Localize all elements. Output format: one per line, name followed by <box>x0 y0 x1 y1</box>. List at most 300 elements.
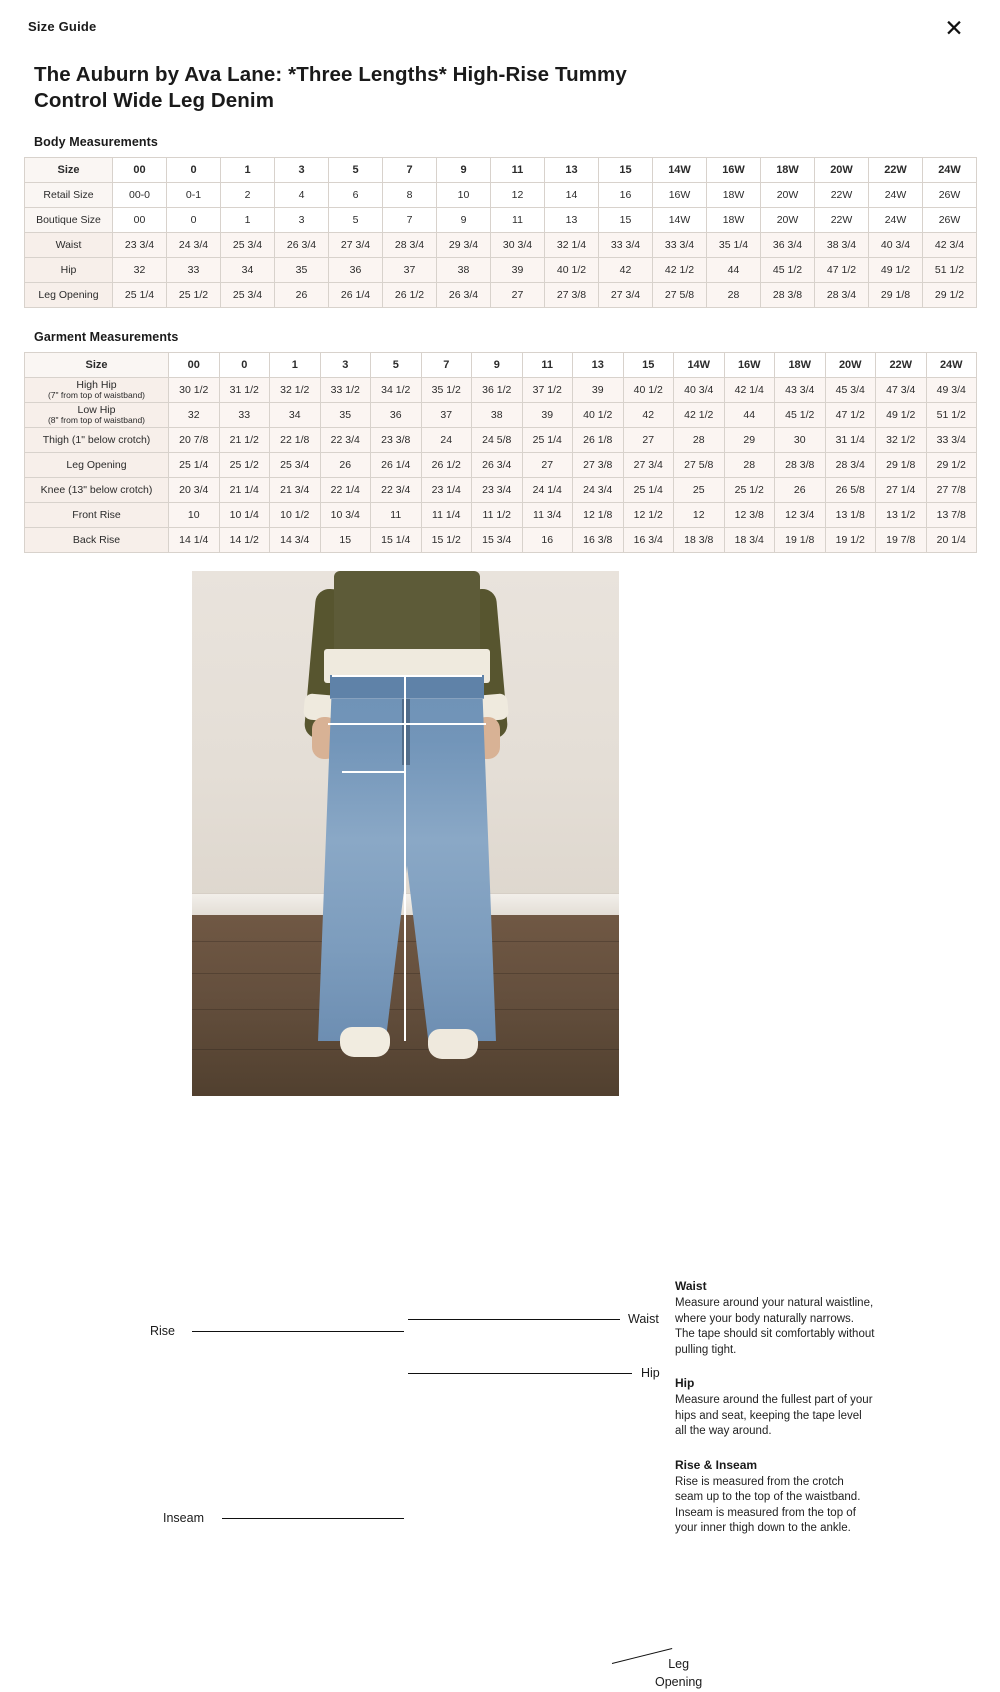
table-cell: 00 <box>113 208 167 233</box>
table-cell: 19 7/8 <box>876 528 927 553</box>
column-header: Size <box>25 353 169 378</box>
table-cell: 26 <box>320 453 371 478</box>
note-title: Rise & Inseam <box>675 1457 758 1472</box>
table-cell: 22W <box>815 183 869 208</box>
table-cell: 44 <box>707 258 761 283</box>
table-cell: 11 <box>371 503 422 528</box>
table-cell: 13 1/8 <box>825 503 876 528</box>
table-cell: 9 <box>437 208 491 233</box>
table-cell: 0-1 <box>167 183 221 208</box>
table-cell: 24 5/8 <box>472 428 523 453</box>
table-cell: 15 <box>320 528 371 553</box>
table-cell: 32 <box>113 258 167 283</box>
column-header: 18W <box>761 158 815 183</box>
table-cell: 26 5/8 <box>825 478 876 503</box>
table-cell: 30 3/4 <box>491 233 545 258</box>
table-cell: 19 1/2 <box>825 528 876 553</box>
table-cell: 42 1/4 <box>724 378 775 403</box>
table-cell: 10 1/4 <box>219 503 270 528</box>
row-label: Boutique Size <box>25 208 113 233</box>
column-header: 1 <box>270 353 321 378</box>
table-cell: 40 3/4 <box>869 233 923 258</box>
table-cell: 18W <box>707 183 761 208</box>
table-cell: 19 1/8 <box>775 528 826 553</box>
note-title: Hip <box>675 1376 695 1391</box>
table-cell: 31 1/2 <box>219 378 270 403</box>
table-cell: 14 3/4 <box>270 528 321 553</box>
table-cell: 49 3/4 <box>926 378 977 403</box>
leader-rise <box>192 1331 404 1332</box>
table-cell: 37 <box>421 403 472 428</box>
table-cell: 28 3/4 <box>815 283 869 308</box>
table-cell: 26 1/4 <box>329 283 383 308</box>
table-cell: 25 3/4 <box>270 453 321 478</box>
table-cell: 24 1/4 <box>522 478 573 503</box>
row-label <box>25 503 169 528</box>
label-waist: Waist <box>628 1312 659 1327</box>
table-row <box>25 378 977 403</box>
table-cell: 25 3/4 <box>221 283 275 308</box>
table-cell: 11 1/2 <box>472 503 523 528</box>
column-header: 24W <box>926 353 977 378</box>
table-cell: 27 3/8 <box>545 283 599 308</box>
garment-measurements-table <box>24 352 977 553</box>
column-header: 14W <box>653 158 707 183</box>
row-label-main: Leg Opening <box>66 459 127 472</box>
page-title: Size Guide <box>28 18 97 34</box>
column-header: 0 <box>167 158 221 183</box>
table-cell: 47 3/4 <box>876 378 927 403</box>
table-cell: 21 1/2 <box>219 428 270 453</box>
table-cell: 12 1/2 <box>623 503 674 528</box>
table-cell: 25 1/4 <box>522 428 573 453</box>
table-cell: 36 <box>371 403 422 428</box>
table-cell: 16 3/4 <box>623 528 674 553</box>
table-cell: 12 3/4 <box>775 503 826 528</box>
table-cell: 33 3/4 <box>599 233 653 258</box>
model-right-shoe <box>428 1029 478 1059</box>
label-rise: Rise <box>150 1324 176 1339</box>
table-cell: 23 3/8 <box>371 428 422 453</box>
table-cell: 14 1/4 <box>169 528 220 553</box>
table-cell: 30 <box>775 428 826 453</box>
table-cell: 24W <box>869 183 923 208</box>
column-header: 7 <box>421 353 472 378</box>
table-cell: 44 <box>724 403 775 428</box>
table-cell: 28 <box>707 283 761 308</box>
column-header: 3 <box>275 158 329 183</box>
table-row <box>25 208 977 233</box>
table-cell: 30 1/2 <box>169 378 220 403</box>
table-cell: 25 <box>674 478 725 503</box>
table-cell: 27 3/4 <box>623 453 674 478</box>
table-cell: 26 3/4 <box>472 453 523 478</box>
table-cell: 28 <box>674 428 725 453</box>
table-cell: 35 <box>275 258 329 283</box>
table-cell: 26 <box>775 478 826 503</box>
hip-guide-line <box>328 723 486 725</box>
table-cell: 29 1/2 <box>923 283 977 308</box>
body-measurements-table-wrap <box>0 157 1000 308</box>
column-header: 11 <box>522 353 573 378</box>
table-cell: 10 1/2 <box>270 503 321 528</box>
table-cell: 35 1/2 <box>421 378 472 403</box>
table-row <box>25 258 977 283</box>
table-cell: 27 3/8 <box>573 453 624 478</box>
table-cell: 20 3/4 <box>169 478 220 503</box>
table-cell: 32 1/2 <box>876 428 927 453</box>
table-cell: 20W <box>761 208 815 233</box>
label-inseam: Inseam <box>163 1511 204 1526</box>
table-header-row <box>25 158 977 183</box>
table-cell: 16W <box>653 183 707 208</box>
label-leg-opening <box>655 1655 702 1691</box>
row-label: Waist <box>25 233 113 258</box>
table-cell: 27 3/4 <box>329 233 383 258</box>
table-row <box>25 528 977 553</box>
table-cell: 40 1/2 <box>623 378 674 403</box>
table-cell: 13 7/8 <box>926 503 977 528</box>
row-label <box>25 478 169 503</box>
table-cell: 29 1/2 <box>926 453 977 478</box>
table-cell: 29 1/8 <box>876 453 927 478</box>
table-cell: 5 <box>329 208 383 233</box>
table-cell: 34 <box>221 258 275 283</box>
column-header: 9 <box>437 158 491 183</box>
table-cell: 26 <box>275 283 329 308</box>
table-cell: 22W <box>815 208 869 233</box>
garment-measurements-label: Garment Measurements <box>34 330 179 345</box>
column-header: 00 <box>113 158 167 183</box>
table-cell: 4 <box>275 183 329 208</box>
column-header: 00 <box>169 353 220 378</box>
table-cell: 25 1/2 <box>167 283 221 308</box>
table-row <box>25 183 977 208</box>
table-cell: 38 <box>472 403 523 428</box>
table-cell: 42 1/2 <box>674 403 725 428</box>
table-cell: 21 1/4 <box>219 478 270 503</box>
column-header: 16W <box>724 353 775 378</box>
body-measurements-label: Body Measurements <box>34 135 158 150</box>
waist-guide-line <box>332 675 482 677</box>
column-header: 20W <box>815 158 869 183</box>
table-cell: 25 1/4 <box>169 453 220 478</box>
table-cell: 23 3/4 <box>113 233 167 258</box>
table-cell: 27 <box>491 283 545 308</box>
note-waist <box>675 1279 875 1358</box>
table-cell: 12 3/8 <box>724 503 775 528</box>
body-measurements-table <box>24 157 977 308</box>
note-title: Waist <box>675 1279 707 1294</box>
table-cell: 45 1/2 <box>775 403 826 428</box>
table-cell: 27 7/8 <box>926 478 977 503</box>
table-cell: 00-0 <box>113 183 167 208</box>
column-header: 5 <box>329 158 383 183</box>
table-cell: 33 3/4 <box>926 428 977 453</box>
column-header: 3 <box>320 353 371 378</box>
table-cell: 24 <box>421 428 472 453</box>
table-cell: 20 7/8 <box>169 428 220 453</box>
table-cell: 10 <box>169 503 220 528</box>
table-cell: 23 1/4 <box>421 478 472 503</box>
table-cell: 39 <box>573 378 624 403</box>
table-cell: 15 3/4 <box>472 528 523 553</box>
table-cell: 42 <box>623 403 674 428</box>
row-label <box>25 528 169 553</box>
table-cell: 16 <box>599 183 653 208</box>
garment-measurements-table-wrap <box>0 352 1000 553</box>
note-body: Measure around the fullest part of your hips and seat, keeping the tape level all the way around. <box>675 1394 873 1438</box>
row-label-main: Back Rise <box>72 534 121 547</box>
row-label-main: Thigh (1" below crotch) <box>42 434 151 447</box>
measurement-diagram <box>0 571 1000 1690</box>
table-cell: 35 1/4 <box>707 233 761 258</box>
table-cell: 39 <box>522 403 573 428</box>
table-cell: 26 1/2 <box>421 453 472 478</box>
row-label-sub: (8" from top of waistband) <box>47 415 146 426</box>
table-cell: 15 <box>599 208 653 233</box>
label-leg-opening-line1: Leg <box>668 1657 690 1672</box>
table-cell: 2 <box>221 183 275 208</box>
leader-hip <box>408 1373 632 1374</box>
table-cell: 29 <box>724 428 775 453</box>
row-label-main: High Hip <box>76 379 117 392</box>
table-cell: 26W <box>923 183 977 208</box>
row-label <box>25 453 169 478</box>
table-cell: 28 3/8 <box>761 283 815 308</box>
column-header: Size <box>25 158 113 183</box>
table-cell: 25 1/4 <box>623 478 674 503</box>
table-cell: 15 1/4 <box>371 528 422 553</box>
table-cell: 35 <box>320 403 371 428</box>
table-cell: 21 3/4 <box>270 478 321 503</box>
table-cell: 51 1/2 <box>926 403 977 428</box>
table-cell: 33 <box>167 258 221 283</box>
table-cell: 27 5/8 <box>653 283 707 308</box>
label-leg-opening-line2: Opening <box>655 1675 703 1690</box>
measurement-notes <box>675 1279 875 1555</box>
table-cell: 27 1/4 <box>876 478 927 503</box>
table-row <box>25 478 977 503</box>
table-cell: 16 <box>522 528 573 553</box>
table-cell: 28 <box>724 453 775 478</box>
inseam-guide-line <box>404 771 406 1041</box>
table-cell: 3 <box>275 208 329 233</box>
column-header: 14W <box>674 353 725 378</box>
table-cell: 14 1/2 <box>219 528 270 553</box>
table-cell: 12 <box>674 503 725 528</box>
table-cell: 40 3/4 <box>674 378 725 403</box>
table-cell: 32 1/4 <box>545 233 599 258</box>
table-cell: 31 1/4 <box>825 428 876 453</box>
table-cell: 51 1/2 <box>923 258 977 283</box>
label-hip: Hip <box>641 1366 660 1381</box>
column-header: 16W <box>707 158 761 183</box>
row-label: Retail Size <box>25 183 113 208</box>
table-cell: 42 1/2 <box>653 258 707 283</box>
column-header: 13 <box>545 158 599 183</box>
model-waistband <box>330 675 484 699</box>
table-cell: 24 3/4 <box>167 233 221 258</box>
crotch-guide-line <box>342 771 406 773</box>
note-hip <box>675 1376 875 1440</box>
table-cell: 28 3/4 <box>825 453 876 478</box>
column-header: 22W <box>869 158 923 183</box>
table-cell: 36 3/4 <box>761 233 815 258</box>
table-cell: 18 3/8 <box>674 528 725 553</box>
column-header: 0 <box>219 353 270 378</box>
table-cell: 32 1/2 <box>270 378 321 403</box>
table-cell: 36 <box>329 258 383 283</box>
table-cell: 15 1/2 <box>421 528 472 553</box>
table-cell: 25 1/2 <box>219 453 270 478</box>
table-cell: 18W <box>707 208 761 233</box>
table-cell: 10 <box>437 183 491 208</box>
table-cell: 43 3/4 <box>775 378 826 403</box>
column-header: 5 <box>371 353 422 378</box>
row-label: Leg Opening <box>25 283 113 308</box>
table-cell: 8 <box>383 183 437 208</box>
column-header: 22W <box>876 353 927 378</box>
product-title: The Auburn by Ava Lane: *Three Lengths* High-Rise Tummy Control Wide Leg Denim <box>34 63 627 112</box>
model-photo <box>192 571 619 1096</box>
column-header: 20W <box>825 353 876 378</box>
table-cell: 36 1/2 <box>472 378 523 403</box>
column-header: 9 <box>472 353 523 378</box>
table-cell: 10 3/4 <box>320 503 371 528</box>
table-row <box>25 283 977 308</box>
table-cell: 26 1/8 <box>573 428 624 453</box>
leader-inseam <box>222 1518 404 1519</box>
row-label <box>25 428 169 453</box>
table-cell: 40 1/2 <box>573 403 624 428</box>
note-body: Rise is measured from the crotch seam up to the top of the waistband. Inseam is measured from the top of your inner thigh down to the ankle. <box>675 1475 861 1535</box>
table-row <box>25 503 977 528</box>
table-cell: 0 <box>167 208 221 233</box>
row-label <box>25 403 169 428</box>
column-header: 13 <box>573 353 624 378</box>
table-cell: 27 3/4 <box>599 283 653 308</box>
table-cell: 33 3/4 <box>653 233 707 258</box>
table-cell: 34 <box>270 403 321 428</box>
table-cell: 27 <box>623 428 674 453</box>
table-row <box>25 403 977 428</box>
table-cell: 49 1/2 <box>869 258 923 283</box>
table-cell: 22 1/8 <box>270 428 321 453</box>
table-cell: 27 5/8 <box>674 453 725 478</box>
table-cell: 39 <box>491 258 545 283</box>
table-cell: 20 1/4 <box>926 528 977 553</box>
note-body: Measure around your natural waistline, where your body naturally narrows. The tape should sit comfortably without pulling tight. <box>675 1297 875 1356</box>
table-cell: 24 3/4 <box>573 478 624 503</box>
close-icon[interactable]: ✕ <box>942 16 966 40</box>
column-header: 15 <box>599 158 653 183</box>
table-cell: 49 1/2 <box>876 403 927 428</box>
table-row <box>25 453 977 478</box>
table-cell: 26 3/4 <box>437 283 491 308</box>
table-cell: 47 1/2 <box>825 403 876 428</box>
table-cell: 22 3/4 <box>371 478 422 503</box>
table-header-row <box>25 353 977 378</box>
table-cell: 12 1/8 <box>573 503 624 528</box>
row-label-sub: (7" from top of waistband) <box>47 390 146 401</box>
table-cell: 13 <box>545 208 599 233</box>
table-cell: 47 1/2 <box>815 258 869 283</box>
row-label-main: Low Hip <box>77 404 116 417</box>
column-header: 7 <box>383 158 437 183</box>
table-cell: 1 <box>221 208 275 233</box>
table-cell: 38 <box>437 258 491 283</box>
table-cell: 33 1/2 <box>320 378 371 403</box>
table-cell: 37 1/2 <box>522 378 573 403</box>
table-row <box>25 428 977 453</box>
table-cell: 29 3/4 <box>437 233 491 258</box>
table-cell: 26 1/4 <box>371 453 422 478</box>
table-cell: 12 <box>491 183 545 208</box>
row-label-main: Knee (13" below crotch) <box>40 484 153 497</box>
column-header: 15 <box>623 353 674 378</box>
table-cell: 26 1/2 <box>383 283 437 308</box>
table-cell: 24W <box>869 208 923 233</box>
table-cell: 26W <box>923 208 977 233</box>
table-cell: 33 <box>219 403 270 428</box>
table-cell: 45 1/2 <box>761 258 815 283</box>
table-cell: 23 3/4 <box>472 478 523 503</box>
table-cell: 14 <box>545 183 599 208</box>
table-cell: 18 3/4 <box>724 528 775 553</box>
table-cell: 32 <box>169 403 220 428</box>
table-cell: 27 <box>522 453 573 478</box>
table-cell: 42 3/4 <box>923 233 977 258</box>
modal-header <box>0 0 1000 52</box>
table-cell: 25 1/2 <box>724 478 775 503</box>
column-header: 1 <box>221 158 275 183</box>
table-cell: 28 3/8 <box>775 453 826 478</box>
rise-guide-line <box>404 675 406 771</box>
table-cell: 37 <box>383 258 437 283</box>
table-cell: 42 <box>599 258 653 283</box>
table-cell: 6 <box>329 183 383 208</box>
table-cell: 22 3/4 <box>320 428 371 453</box>
column-header: 24W <box>923 158 977 183</box>
table-cell: 11 <box>491 208 545 233</box>
column-header: 11 <box>491 158 545 183</box>
table-cell: 11 1/4 <box>421 503 472 528</box>
column-header: 18W <box>775 353 826 378</box>
table-cell: 25 1/4 <box>113 283 167 308</box>
table-cell: 13 1/2 <box>876 503 927 528</box>
table-cell: 22 1/4 <box>320 478 371 503</box>
table-cell: 25 3/4 <box>221 233 275 258</box>
row-label: Hip <box>25 258 113 283</box>
table-cell: 16 3/8 <box>573 528 624 553</box>
table-cell: 34 1/2 <box>371 378 422 403</box>
table-cell: 7 <box>383 208 437 233</box>
row-label <box>25 378 169 403</box>
table-row <box>25 233 977 258</box>
table-cell: 26 3/4 <box>275 233 329 258</box>
table-cell: 38 3/4 <box>815 233 869 258</box>
table-cell: 20W <box>761 183 815 208</box>
table-cell: 45 3/4 <box>825 378 876 403</box>
table-cell: 11 3/4 <box>522 503 573 528</box>
leader-waist <box>408 1319 620 1320</box>
model-left-shoe <box>340 1027 390 1057</box>
note-rise-inseam <box>675 1458 875 1537</box>
table-cell: 28 3/4 <box>383 233 437 258</box>
table-cell: 14W <box>653 208 707 233</box>
table-cell: 40 1/2 <box>545 258 599 283</box>
